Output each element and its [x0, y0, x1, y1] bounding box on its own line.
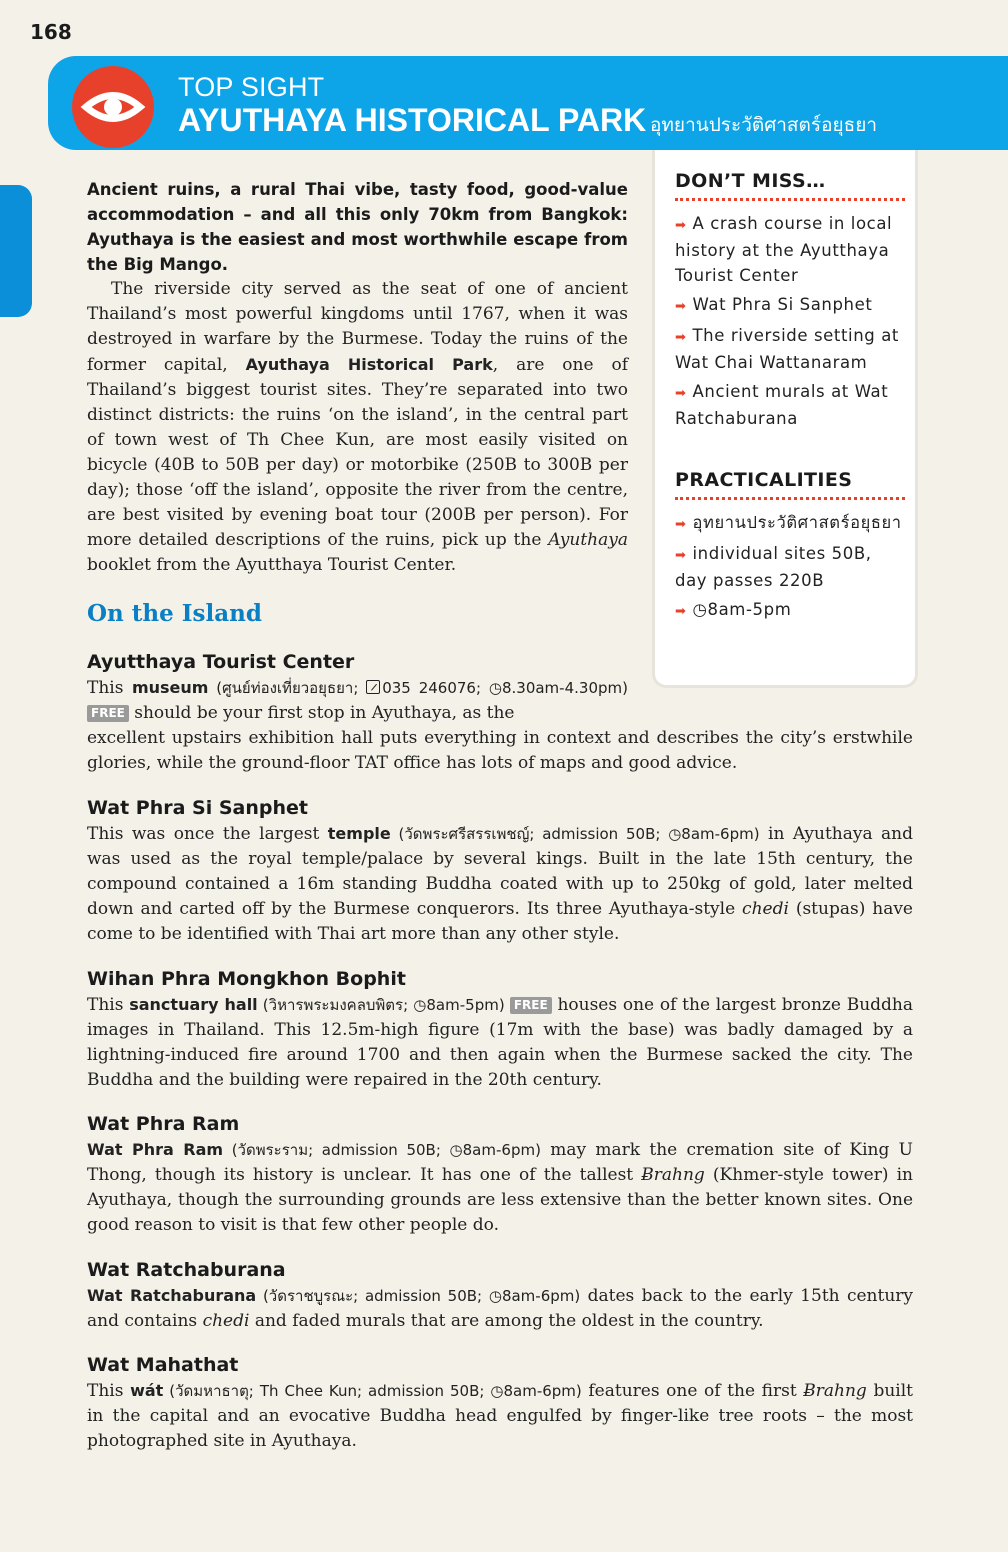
list-item: ➡ Wat Phra Si Sanphet [675, 295, 873, 314]
clock-icon: ◷ [488, 679, 502, 697]
list-item: ➡ The riverside setting at Wat Chai Wattanaram [675, 326, 899, 372]
chapter-tab [0, 185, 32, 317]
intro-lead: Ancient ruins, a rural Thai vibe, tasty food, good-value accommodation – and all this only 70km from Bangkok: Ayuthaya is the easiest and most worthwhile escape from the Big Mango. [87, 180, 628, 274]
entry-mahathat [87, 1353, 913, 1454]
entry-body: This sanctuary hall (วิหารพระมงคลบพิตร; ◷8am-5pm) FREE houses one of the largest bronze Buddha images in Thailand. This 12.5m-high figure (17m with the base) was badly damaged by a lightning-induced fire around 1700 and then again when the Burmese sacked the city. The Buddha and the building were repaired in the 20th century. [87, 995, 914, 1090]
section-heading: On the Island [87, 600, 262, 627]
dont-miss-list [675, 211, 905, 431]
entry-phra-ram [87, 1112, 913, 1238]
clock-icon: ◷ [692, 600, 708, 619]
list-item: ➡ ◷8am-5pm [675, 600, 792, 619]
page-number: 168 [30, 20, 72, 44]
entry-title: Wat Mahathat [87, 1354, 239, 1376]
entry-title: Wat Phra Si Sanphet [87, 797, 308, 819]
page-title: AYUTHAYA HISTORICAL PARK [178, 102, 647, 138]
intro-paragraph: The riverside city served as the seat of one of ancient Thailand’s most powerful kingdoms until 1767, when it was destroyed in warfare by the Burmese. Today the ruins of the former capital, Ayuthaya Historical Park, are one of Thailand’s biggest tourist sites. They’re separated into two distinct districts: the ruins ‘on the island’, in the central part of town west of Th Chee Kun, are most easily visited on bicycle (40B to 50B per day) or motorbike (250B to 300B per day); those ‘off the island’, opposite the river from the centre, are best visited by evening boat tour (200B per person). For more detailed descriptions of the ruins, pick up the Ayuthaya booklet from the Ayutthaya Tourist Center. [87, 279, 628, 575]
list-item: ➡ individual sites 50B, day passes 220B [675, 544, 872, 590]
entry-title: Wat Ratchaburana [87, 1259, 286, 1281]
banner-kicker: TOP SIGHT [178, 72, 325, 102]
arrow-right-icon: ➡ [675, 218, 687, 233]
entry-ratchaburana [87, 1258, 913, 1334]
clock-icon: ◷ [449, 1141, 463, 1159]
free-badge: FREE [87, 705, 129, 722]
entry-si-sanphet [87, 796, 913, 947]
practicalities-heading: PRACTICALITIES [675, 469, 905, 500]
entry-body: Wat Ratchaburana (วัดราชบูรณะ; admission 50B; ◷8am-6pm) dates back to the early 15th century and contains chedi and faded murals that are among the oldest in the country. [87, 1286, 914, 1331]
arrow-right-icon: ➡ [675, 517, 687, 532]
clock-icon: ◷ [490, 1382, 504, 1400]
list-item: ➡ อุทยานประวัติศาสตร์อยุธยา [675, 513, 902, 532]
entry-body: Wat Phra Ram (วัดพระราม; admission 50B; ◷8am-6pm) may mark the cremation site of King U Thong, though its history is unclear. It has one of the tallest Ƀrahng (Khmer-style tower) in Ayuthaya, though the surrounding grounds are less extensive than the better known sites. One good reason to visit is that few other people do. [87, 1140, 913, 1235]
arrow-right-icon: ➡ [675, 604, 687, 619]
arrow-right-icon: ➡ [675, 299, 687, 314]
eye-icon [72, 66, 154, 148]
entry-title: Ayutthaya Tourist Center [87, 651, 355, 673]
entry-body: This was once the largest temple (วัดพระศรีสรรเพชญ์; admission 50B; ◷8am-6pm) in Ayuthaya and was used as the royal temple/palace by several kings. Built in the late 15th century, the compound contained a 16m standing Buddha coated with up to 250kg of gold, later melted down and carted off by the Burmese conquerors. Its three Ayuthaya-style chedi (stupas) have come to be identified with Thai art more than any other style. [87, 824, 914, 944]
arrow-right-icon: ➡ [675, 548, 687, 563]
practicalities-list [675, 510, 905, 624]
clock-icon: ◷ [413, 996, 427, 1014]
entry-title: Wihan Phra Mongkhon Bophit [87, 968, 406, 990]
list-item: ➡ Ancient murals at Wat Ratchaburana [675, 382, 889, 428]
arrow-right-icon: ➡ [675, 386, 687, 401]
banner-thai-name: อุทยานประวัติศาสตร์อยุธยา [650, 114, 878, 136]
list-item: ➡ A crash course in local history at the Ayutthaya Tourist Center [675, 214, 893, 285]
dont-miss-heading: DON’T MISS… [675, 170, 905, 201]
clock-icon: ◷ [668, 825, 682, 843]
sidebar-box [652, 150, 918, 688]
entry-tourist-center [87, 650, 913, 776]
clock-icon: ◷ [488, 1287, 502, 1305]
free-badge: FREE [510, 997, 552, 1014]
entry-body: This museum (ศูนย์ท่องเที่ยวอยุธยา; 035 246076; ◷8.30am-4.30pm) FREE should be your first stop in Ayuthaya, as the excellent upstairs exhibition hall puts everything in context and describes the city’s erstwhile glories, while the ground-floor TAT office has lots of maps and good advice. [87, 678, 913, 773]
entry-body: This wát (วัดมหาธาตุ; Th Chee Kun; admission 50B; ◷8am-6pm) features one of the first Ƀrahng built in the capital and an evocative Buddha head engulfed by finger-like tree roots – the most photographed site in Ayuthaya. [87, 1381, 913, 1451]
entry-title: Wat Phra Ram [87, 1113, 240, 1135]
keyword: Ayuthaya Historical Park [245, 355, 493, 374]
arrow-right-icon: ➡ [675, 330, 687, 345]
phone-icon [366, 680, 380, 694]
entry-mongkhon-bophit [87, 967, 913, 1093]
